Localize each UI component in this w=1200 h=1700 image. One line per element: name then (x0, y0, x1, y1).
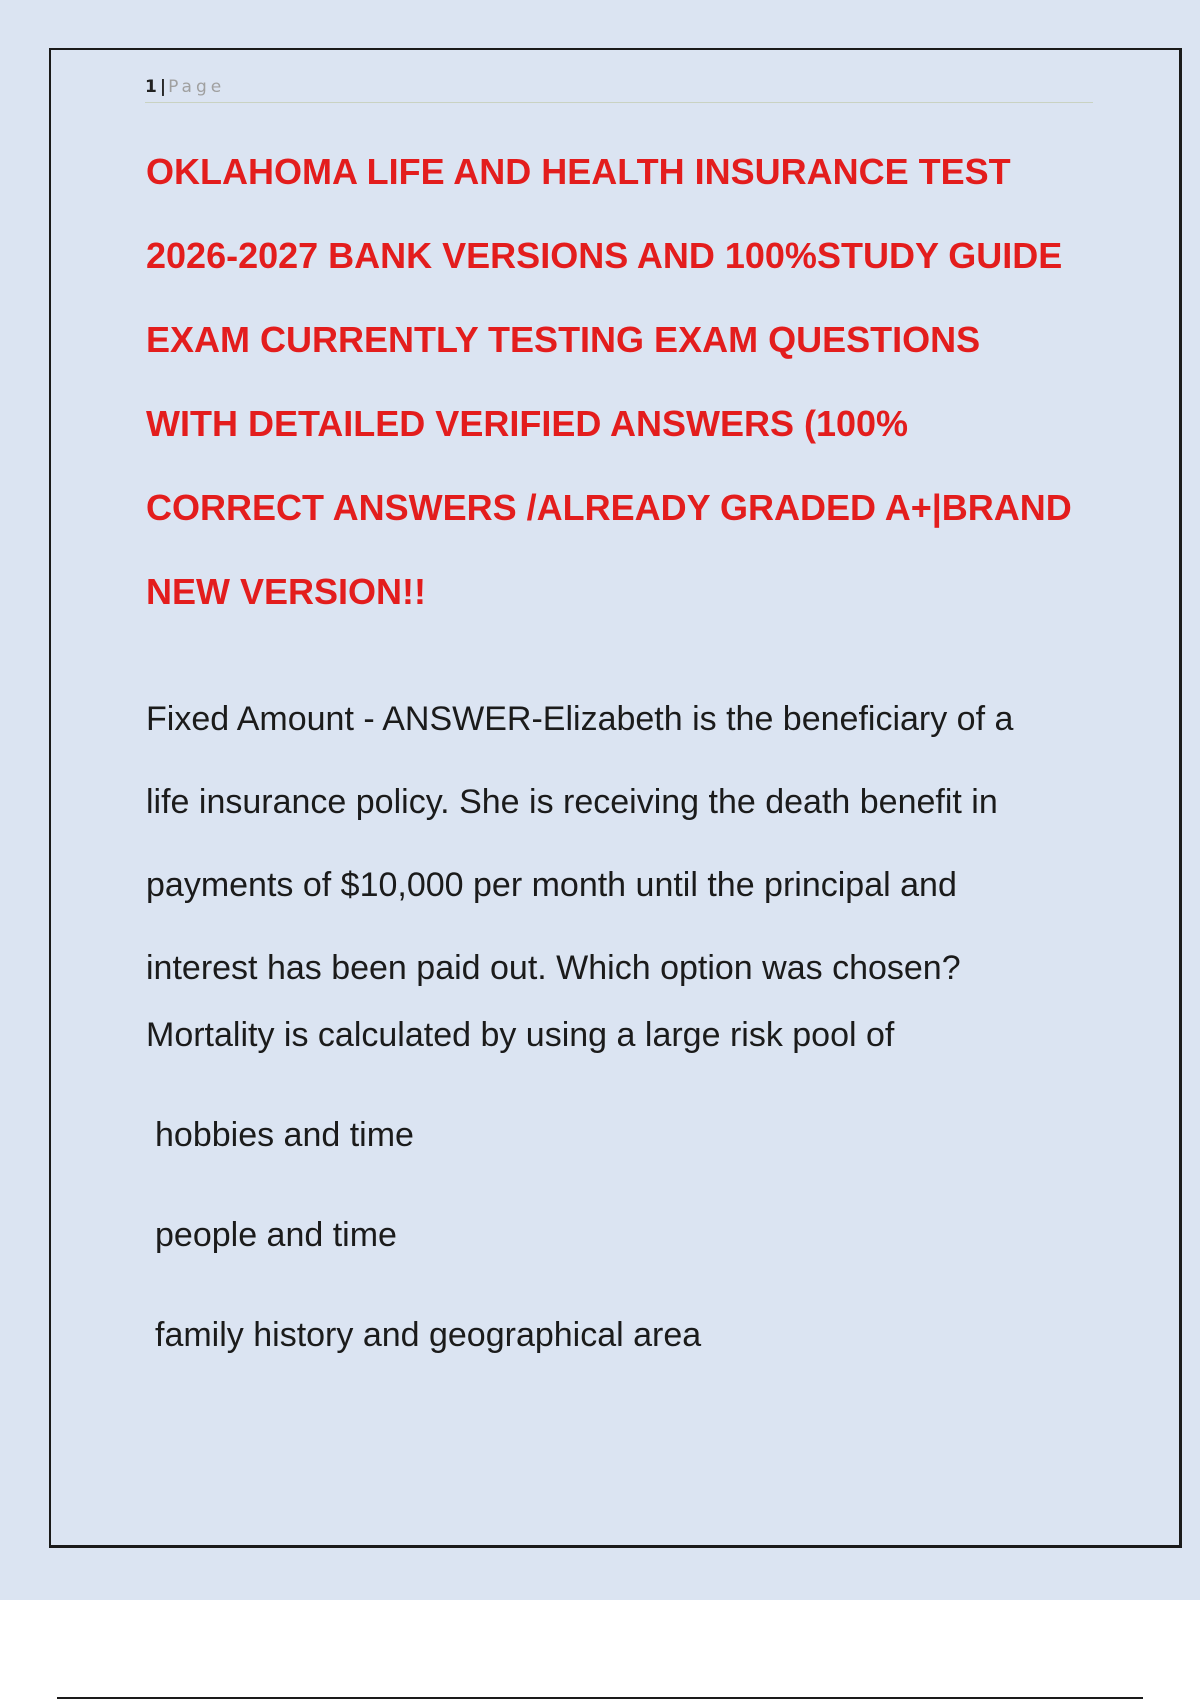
answer-options (155, 1100, 1055, 1400)
document-title (146, 130, 1106, 634)
title-line: EXAM CURRENTLY TESTING EXAM QUESTIONS (146, 319, 981, 360)
paragraph-line: payments of $10,000 per month until the principal and (146, 866, 957, 904)
page-number: 1 (145, 77, 157, 97)
question-text: Mortality is calculated by using a large risk pool of (146, 1016, 895, 1054)
title-line: CORRECT ANSWERS /ALREADY GRADED A+|BRAND (146, 487, 1072, 528)
title-line: 2026-2027 BANK VERSIONS AND 100%STUDY GUIDE (146, 235, 1063, 276)
title-line: NEW VERSION!! (146, 571, 427, 612)
page-separator: | (159, 77, 167, 97)
paragraph-line: interest has been paid out. Which option was chosen? (146, 949, 961, 987)
answer-question-paragraph (146, 678, 1106, 1010)
answer-option: hobbies and time (155, 1116, 414, 1154)
paragraph-line: Fixed Amount - ANSWER-Elizabeth is the beneficiary of a (146, 700, 1014, 738)
answer-option: family history and geographical area (155, 1316, 702, 1354)
answer-option: people and time (155, 1216, 397, 1254)
title-line: WITH DETAILED VERIFIED ANSWERS (100% (146, 403, 909, 444)
footer-divider (57, 1697, 1143, 1699)
page-label: Page (168, 77, 226, 97)
page-header (145, 74, 1093, 103)
paragraph-line: life insurance policy. She is receiving the death benefit in (146, 783, 998, 821)
title-line: OKLAHOMA LIFE AND HEALTH INSURANCE TEST (146, 151, 1011, 192)
